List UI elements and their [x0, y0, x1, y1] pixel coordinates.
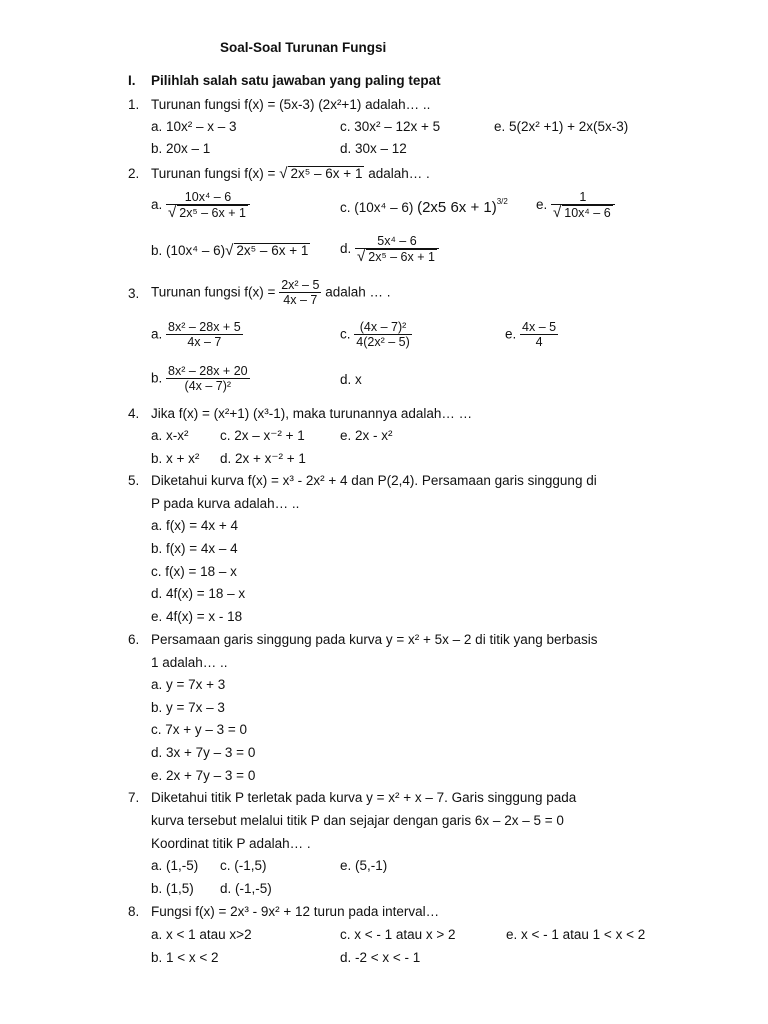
q2-c-label: c. (10x⁴ – 6)	[340, 200, 414, 215]
q3-option-e	[505, 320, 558, 350]
q7-option-c: c. (-1,5)	[220, 858, 267, 873]
q3-stem-numerator: 2x² – 5	[281, 278, 320, 292]
q3-b-fraction	[166, 364, 250, 394]
q4-option-c: c. 2x – x⁻² + 1	[220, 428, 305, 443]
q3-c-denominator: 4(2x² – 5)	[356, 335, 410, 349]
q3-number: 3.	[128, 286, 140, 301]
q1-number: 1.	[128, 97, 140, 112]
q2-option-a	[151, 190, 250, 221]
q3-stem-fraction	[279, 278, 321, 308]
q4-option-b: b. x + x²	[151, 451, 200, 466]
q3-c-label: c.	[340, 326, 351, 342]
q2-c-expression: (2x5 6x + 1)	[417, 199, 497, 216]
q2-a-label: a.	[151, 197, 163, 213]
q3-option-b	[151, 364, 250, 394]
q3-option-a	[151, 320, 243, 350]
q5-option-a: a. f(x) = 4x + 4	[151, 518, 239, 533]
page-title: Soal-Soal Turunan Fungsi	[220, 40, 387, 55]
q3-e-fraction	[520, 320, 558, 350]
q2-option-b	[151, 243, 310, 259]
q1-option-c: c. 30x² – 12x + 5	[340, 119, 441, 134]
q5-stem-line-2: P pada kurva adalah… ..	[151, 496, 300, 511]
sqrt-icon: √	[279, 165, 288, 182]
q6-option-e: e. 2x + 7y – 3 = 0	[151, 768, 256, 783]
q3-stem-text: Turunan fungsi f(x) =	[151, 284, 276, 300]
q6-option-d: d. 3x + 7y – 3 = 0	[151, 745, 256, 760]
q3-a-label: a.	[151, 326, 163, 342]
q8-number: 8.	[128, 904, 140, 919]
q2-number: 2.	[128, 166, 140, 181]
q6-option-b: b. y = 7x – 3	[151, 700, 225, 715]
q2-e-label: e.	[536, 197, 548, 213]
q3-b-numerator: 8x² – 28x + 20	[168, 364, 248, 378]
q5-number: 5.	[128, 473, 140, 488]
q7-option-e: e. (5,-1)	[340, 858, 388, 873]
q2-option-d	[340, 234, 439, 265]
q2-e-radicand: 10x⁴ – 6	[564, 206, 611, 220]
sqrt-icon: √	[225, 242, 234, 259]
q2-stem-suffix: adalah… .	[368, 166, 430, 181]
q1-option-b: b. 20x – 1	[151, 141, 211, 156]
section-number: I.	[128, 73, 136, 88]
q6-number: 6.	[128, 632, 140, 647]
q3-a-denominator: 4x – 7	[166, 334, 243, 350]
q2-a-numerator: 10x⁴ – 6	[184, 190, 232, 204]
q1-option-a: a. 10x² – x – 3	[151, 119, 237, 134]
q2-b-radicand: 2x⁵ – 6x + 1	[236, 243, 309, 258]
q5-option-b: b. f(x) = 4x – 4	[151, 541, 238, 556]
q2-d-fraction	[355, 234, 439, 265]
q2-d-label: d.	[340, 241, 352, 257]
q5-stem-line-1: Diketahui kurva f(x) = x³ - 2x² + 4 dan P(2,4). Persamaan garis singgung di	[151, 473, 597, 488]
q4-stem: Jika f(x) = (x²+1) (x³-1), maka turunannya adalah… …	[151, 406, 473, 421]
q6-option-c: c. 7x + y – 3 = 0	[151, 722, 248, 737]
sqrt-icon: √	[168, 204, 177, 221]
q7-option-a: a. (1,-5)	[151, 858, 199, 873]
q3-b-label: b.	[151, 370, 163, 386]
q3-c-fraction	[354, 320, 412, 350]
q2-a-fraction	[166, 190, 250, 221]
q2-e-denominator	[551, 204, 615, 221]
q2-d-numerator: 5x⁴ – 6	[377, 234, 417, 248]
q3-a-numerator: 8x² – 28x + 5	[168, 320, 241, 334]
q8-stem: Fungsi f(x) = 2x³ - 9x² + 12 turun pada interval…	[151, 904, 440, 919]
q4-option-a: a. x-x²	[151, 428, 189, 443]
q2-c-exponent: 3/2	[496, 197, 508, 206]
q3-c-numerator: (4x – 7)²	[359, 320, 407, 334]
q5-option-c: c. f(x) = 18 – x	[151, 564, 237, 579]
q7-option-d: d. (-1,-5)	[220, 881, 272, 896]
q7-stem-line-1: Diketahui titik P terletak pada kurva y = x² + x – 7. Garis singgung pada	[151, 790, 577, 805]
q8-option-d: d. -2 < x < - 1	[340, 950, 421, 965]
q7-stem-line-2: kurva tersebut melalui titik P dan sejajar dengan garis 6x – 2x – 5 = 0	[151, 813, 564, 828]
q3-option-c	[340, 320, 412, 350]
q2-e-fraction	[551, 190, 615, 221]
q3-b-denominator: (4x – 7)²	[166, 378, 250, 394]
q3-e-denominator: 4	[520, 334, 558, 350]
q3-option-d: d. x	[340, 372, 362, 387]
q3-stem	[151, 278, 390, 308]
q8-option-e: e. x < - 1 atau 1 < x < 2	[506, 927, 646, 942]
q5-option-d: d. 4f(x) = 18 – x	[151, 586, 246, 601]
q2-a-radicand: 2x⁵ – 6x + 1	[179, 206, 246, 220]
q2-stem-radicand: 2x⁵ – 6x + 1	[290, 166, 363, 181]
q7-number: 7.	[128, 790, 140, 805]
q7-stem-line-3: Koordinat titik P adalah… .	[151, 836, 311, 851]
q1-option-d: d. 30x – 12	[340, 141, 407, 156]
q8-option-a: a. x < 1 atau x>2	[151, 927, 252, 942]
q7-option-b: b. (1,5)	[151, 881, 194, 896]
q6-stem-line-2: 1 adalah… ..	[151, 655, 228, 670]
q2-e-numerator: 1	[579, 190, 587, 204]
q3-e-numerator: 4x – 5	[522, 320, 557, 334]
q6-stem-line-1: Persamaan garis singgung pada kurva y = x² + 5x – 2 di titik yang berbasis	[151, 632, 598, 647]
section-instruction: Pilihlah salah satu jawaban yang paling tepat	[151, 73, 441, 88]
q1-stem: Turunan fungsi f(x) = (5x-3) (2x²+1) adalah… ..	[151, 97, 431, 112]
q5-option-e: e. 4f(x) = x - 18	[151, 609, 243, 624]
sqrt-icon: √	[357, 248, 366, 265]
q2-b-label: b. (10x⁴ – 6)	[151, 243, 226, 258]
q3-a-fraction	[166, 320, 243, 350]
q2-a-denominator	[166, 204, 250, 221]
q8-option-b: b. 1 < x < 2	[151, 950, 219, 965]
q4-number: 4.	[128, 406, 140, 421]
q6-option-a: a. y = 7x + 3	[151, 677, 226, 692]
q4-option-e: e. 2x - x²	[340, 428, 393, 443]
q2-stem	[151, 166, 430, 182]
q3-stem-denominator: 4x – 7	[279, 292, 321, 308]
q2-stem-text: Turunan fungsi f(x) =	[151, 166, 276, 181]
q2-d-radicand: 2x⁵ – 6x + 1	[368, 250, 435, 264]
q2-d-denominator	[355, 248, 439, 265]
q2-option-c	[340, 198, 508, 216]
q8-option-c: c. x < - 1 atau x > 2	[340, 927, 456, 942]
q2-option-e	[536, 190, 615, 221]
sqrt-icon: √	[553, 204, 562, 221]
q4-option-d: d. 2x + x⁻² + 1	[220, 451, 306, 466]
q1-option-e: e. 5(2x² +1) + 2x(5x-3)	[494, 119, 629, 134]
q3-stem-suffix: adalah … .	[325, 284, 391, 300]
q3-e-label: e.	[505, 326, 517, 342]
